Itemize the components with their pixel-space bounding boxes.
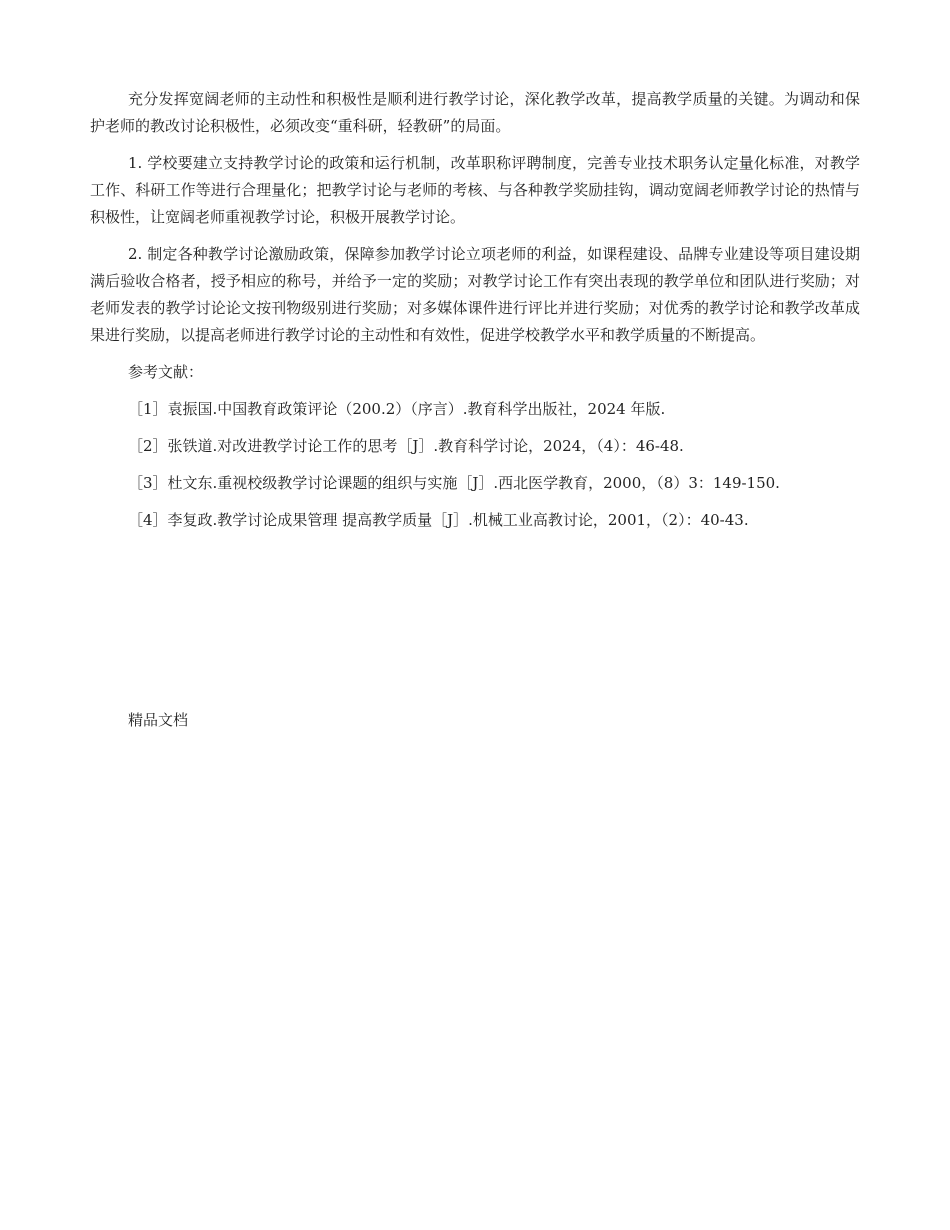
paragraph-point-1: 1. 学校要建立支持教学讨论的政策和运行机制，改革职称评聘制度，完善专业技术职务认定量化标准，对教学工作、科研工作等进行合理量化；把教学讨论与老师的考核、与各种教学奖励挂钩，调动宽阔老师教学讨论的热情与积极性，让宽阔老师重视教学讨论，积极开展教学讨论。 xyxy=(90,154,860,226)
reference-item-4: ［4］李复政.教学讨论成果管理 提高教学质量［J］.机械工业高教讨论，2001，（2）：40-43. xyxy=(128,511,749,529)
reference-item-3: ［3］杜文东.重视校级教学讨论课题的组织与实施［J］.西北医学教育，2000，（8）3：149-150. xyxy=(128,474,780,492)
footer-label: 精品文档 xyxy=(128,711,189,729)
reference-item-1: ［1］袁振国.中国教育政策评论（200.2）（序言）.教育科学出版社，2024 年版. xyxy=(128,400,666,418)
reference-list xyxy=(90,396,860,534)
references-heading: 参考文献： xyxy=(128,363,204,381)
paragraph-point-2: 2. 制定各种教学讨论激励政策，保障参加教学讨论立项老师的利益，如课程建设、品牌专业建设等项目建设期满后验收合格者，授予相应的称号，并给予一定的奖励；对教学讨论工作有突出表现的教学单位和团队进行奖励；对老师发表的教学讨论论文按刊物级别进行奖励；对多媒体课件进行评比并进行奖励；对优秀的教学讨论和教学改革成果进行奖励，以提高老师进行教学讨论的主动性和有效性，促进学校教学水平和教学质量的不断提高。 xyxy=(90,245,860,344)
reference-item-2: ［2］张铁道.对改进教学讨论工作的思考［J］.教育科学讨论，2024，（4）：46-48. xyxy=(128,437,684,455)
paragraph-intro: 充分发挥宽阔老师的主动性和积极性是顺利进行教学讨论，深化教学改革，提高教学质量的关键。为调动和保护老师的教改讨论积极性，必须改变“重科研，轻教研”的局面。 xyxy=(90,90,860,135)
document-body xyxy=(90,86,860,534)
